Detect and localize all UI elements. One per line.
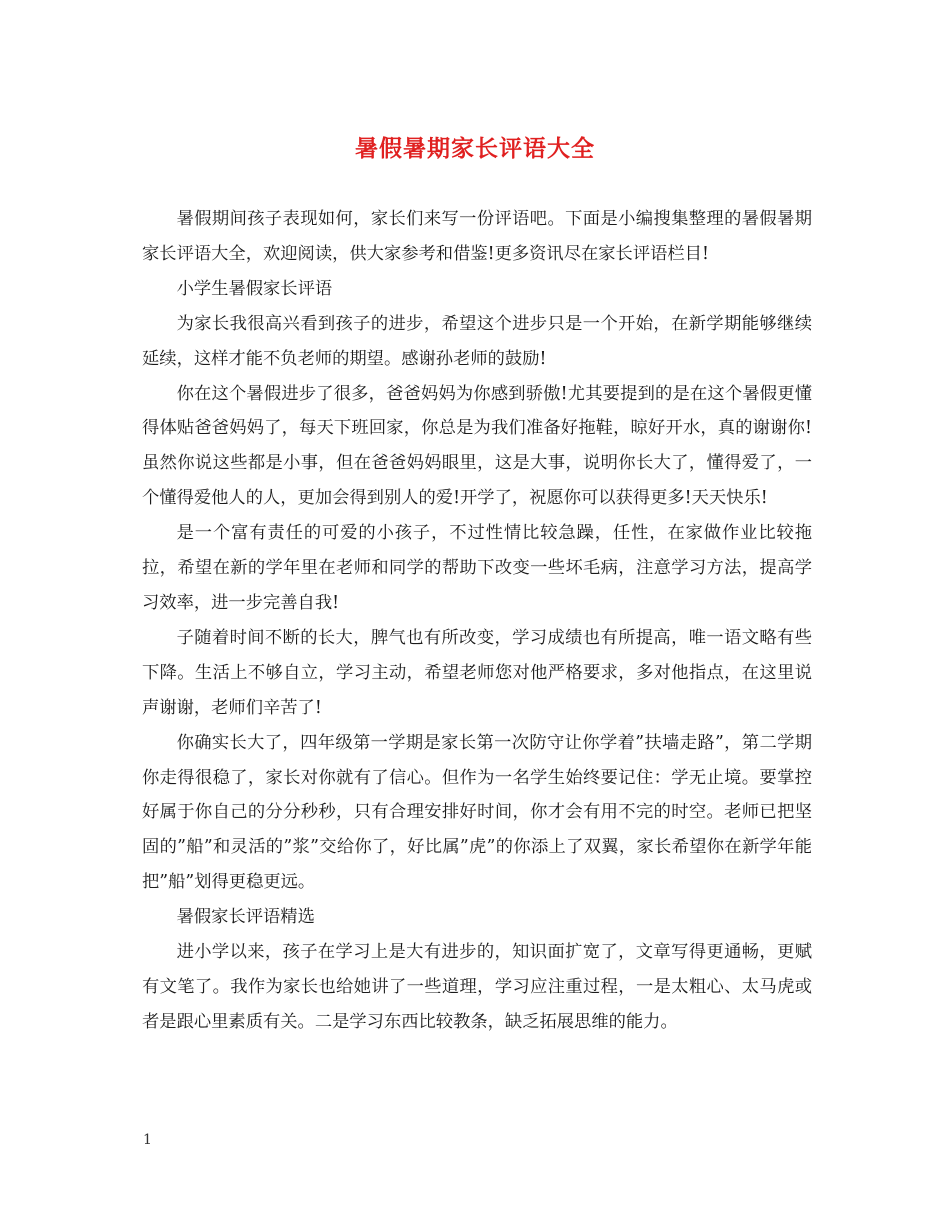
- document-title: 暑假暑期家长评语大全: [355, 135, 595, 162]
- page-number: 1: [143, 1132, 152, 1148]
- intro-paragraph: 暑假期间孩子表现如何，家长们来写一份评语吧。下面是小编搜集整理的暑假暑期家长评语大全，欢迎阅读，供大家参考和借鉴!更多资讯尽在家长评语栏目!: [142, 209, 812, 264]
- body-paragraph: 你在这个暑假进步了很多，爸爸妈妈为你感到骄傲!尤其要提到的是在这个暑假更懂得体贴爸爸妈妈了，每天下班回家，你总是为我们准备好拖鞋，晾好开水，真的谢谢你!虽然你说这些都是小事，但在爸爸妈妈眼里，这是大事，说明你长大了，懂得爱了，一个懂得爱他人的人，更加会得到别人的爱!开学了，祝愿你可以获得更多!天天快乐!: [142, 383, 812, 509]
- body-paragraph: 为家长我很高兴看到孩子的进步，希望这个进步只是一个开始，在新学期能够继续延续，这样才能不负老师的期望。感谢孙老师的鼓励!: [142, 313, 812, 369]
- body-paragraph: 你确实长大了，四年级第一学期是家长第一次防守让你学着”扶墙走路”，第二学期你走得很稳了，家长对你就有了信心。但作为一名学生始终要记住：学无止境。要掌控好属于你自己的分分秒秒，只有合理安排好时间，你才会有用不完的时空。老师已把坚固的”船”和灵活的”浆”交给你了，好比属”虎”的你添上了双翼，家长希望你在新学年能把”船”划得更稳更远。: [142, 732, 812, 893]
- section-heading-selected: 暑假家长评语精选: [176, 907, 315, 928]
- body-paragraph: 是一个富有责任的可爱的小孩子，不过性情比较急躁，任性，在家做作业比较拖拉，希望在新的学年里在老师和同学的帮助下改变一些坏毛病，注意学习方法，提高学习效率，进一步完善自我!: [142, 523, 812, 613]
- document-body: [142, 202, 812, 1040]
- body-paragraph: 子随着时间不断的长大，脾气也有所改变，学习成绩也有所提高，唯一语文略有些下降。生活上不够自立，学习主动，希望老师您对他严格要求，多对他指点，在这里说声谢谢，老师们辛苦了!: [142, 627, 812, 718]
- body-paragraph: 进小学以来，孩子在学习上是大有进步的，知识面扩宽了，文章写得更通畅，更赋有文笔了。我作为家长也给她讲了一些道理，学习应注重过程，一是太粗心、太马虎或者是跟心里素质有关。二是学习东西比较教条，缺乏拓展思维的能力。: [142, 942, 812, 1032]
- section-heading-primary-school: 小学生暑假家长评语: [176, 278, 333, 299]
